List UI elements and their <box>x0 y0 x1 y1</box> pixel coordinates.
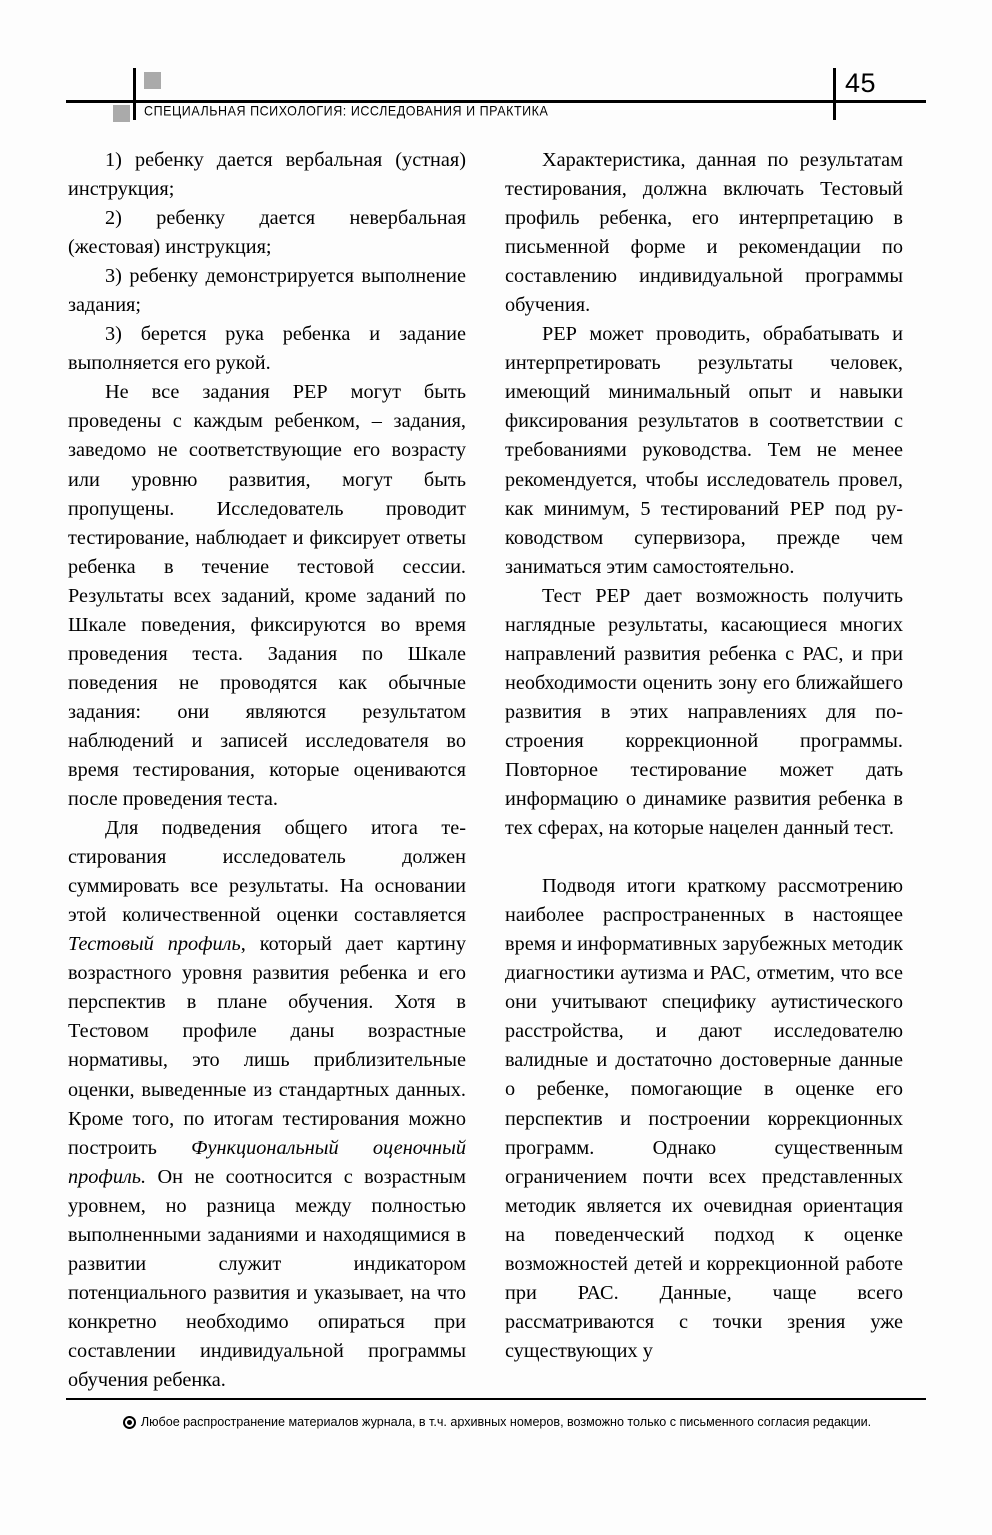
page-footer <box>0 1398 992 1438</box>
term-test-profile: Тестовый профиль <box>68 933 241 956</box>
footer-notice-text: Любое распространение материалов журнала, в т.ч. архивных номеров, возможно только с письменного согласия редакции. <box>140 1415 872 1429</box>
header-square-marker-upper <box>144 72 161 89</box>
paragraph-list-item-3: 3) ребенку демонстрируется выполнение задания; <box>68 265 466 317</box>
journal-section-title: СПЕЦИАЛЬНАЯ ПСИХОЛОГИЯ: ИССЛЕДОВАНИЯ И ПРАКТИКА <box>144 103 549 119</box>
paragraph-conclusion: Подводя итоги краткому рассмотрению наиболее распространенных в настоящее время и информативных зарубежных методик диагностики аутизма и РАС, отметим, что все они учитывают специфику аутистического расстройства, и дают исследователю валидные и достаточно достоверные данные о ребенке, помогающие в оценке его перспектив и построении коррекционных программ. Однако существенным ограничением почти всех представленных методик является их очевидная ориентация на поведенческий подход к оценке возможностей детей и коррекционной работе при РАС. Данные, чаще всего рассматриваются с точки зрения уже существующих у <box>505 875 903 1362</box>
paragraph-pep-tasks: Не все задания РЕР могут быть проведены с каждым ребенком, – задания, заведомо не соответствующие его возрасту или уровню развития, могут быть пропущены. Исследователь проводит тестирование, наблюдает и фиксирует ответы ребенка в течение тестовой сессии. Результаты всех заданий, кроме заданий по Шкале поведения, фиксируются во время проведения теста. Задания по Шкале поведения не проводятся как обычные задания: они являются результатом наблюдений и записей исследователя во время тестирования, которые оцениваются после проведения теста. <box>68 381 466 811</box>
right-column <box>505 146 903 1366</box>
paragraph-list-item-1: 1) ребенку дается вербальная (устная) инструкция; <box>68 149 466 201</box>
term-functional-profile: Функциональный оценочный профиль. <box>68 1136 466 1188</box>
page-header <box>0 60 992 120</box>
paragraph-text-middle: , который дает картину возрастного уровня развития ребенка и его перспектив в плане обучения. Хотя в Тестовом профиле даны возрастные нормативы, это лишь приблизительные оценки, выведенные из стандартных данных. Кроме того, по итогам тестирования можно построить <box>68 933 466 1159</box>
paragraph-pep-administration: РЕР может проводить, обрабатывать и интерпретировать результаты человек, имеющий минимальный опыт и навыки фиксирования результатов в соответствии с требованиями руководства. Тем не менее рекомендуется, чтобы исследователь провел, как минимум, 5 тестирований РЕР под руководством супервизора, прежде чем заниматься этим самостоятельно. <box>505 323 903 578</box>
paragraph-pep-results: Тест РЕР дает возможность получить наглядные результаты, касающиеся многих направлений развития ребенка с РАС, и при необходимости оценить зону его ближайшего развития в этих направлениях для построения коррекционной программы. Повторное тестирование может дать информацию о динамике развития ребенка в тех сферах, на которые нацелен данный тест. <box>505 584 903 840</box>
page-number: 45 <box>845 68 877 98</box>
footer-notice-row <box>66 1415 928 1429</box>
footer-horizontal-rule <box>66 1398 926 1400</box>
header-square-marker-lower <box>113 105 130 122</box>
paragraph-characteristic: Характеристика, данная по результатам тестирования, должна включать Тестовый профиль ребенка, его интерпретацию в письменной форме и рекомендации по составлению индивидуальной программы обучения. <box>505 149 903 317</box>
paragraph-test-profile <box>68 814 466 1395</box>
paragraph-text-tail: Он не соотносится с возрастным уровнем, но разница между полностью выполненными заданиями и находящимися в развитии служит индикатором потенциального развития и указывает, на что конкретно необходимо опираться при составлении индивидуальной программы обучения ребенка. <box>68 1165 466 1391</box>
left-column <box>68 146 466 1395</box>
copyright-dot-icon <box>123 1416 136 1429</box>
header-vertical-rule-left <box>133 68 136 120</box>
paragraph-text-lead: Для подведения общего итога тестирования исследователь должен суммировать все результаты. На основании этой количественной оценки составляется <box>68 817 466 927</box>
header-vertical-rule-right <box>833 68 836 120</box>
paragraph-list-item-4: 3) берется рука ребенка и задание выполняется его рукой. <box>68 323 466 375</box>
paragraph-list-item-2: 2) ребенку дается невербальная (жестовая) инструкция; <box>68 207 466 259</box>
